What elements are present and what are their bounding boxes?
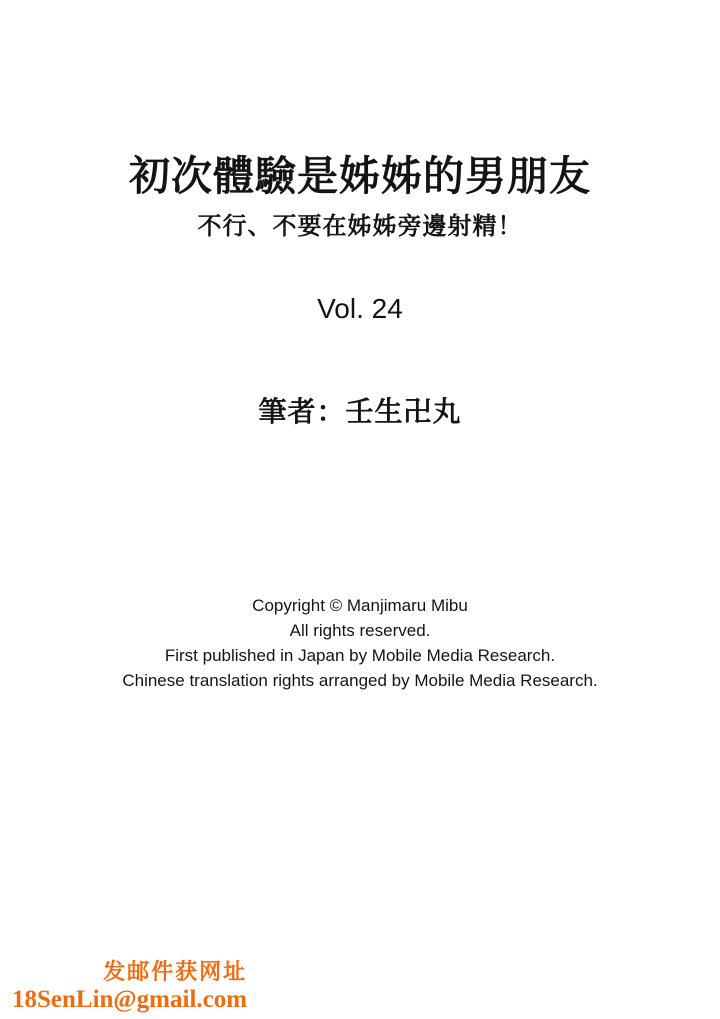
page-title: 初次體驗是姊姊的男朋友 [129,153,591,199]
copyright-block [0,593,720,693]
copyright-line: All rights reserved. [289,621,431,640]
volume-label: Vol. 24 [317,293,403,324]
author-line: 筆者：壬生卍丸 [258,396,462,427]
watermark-block [12,958,247,1014]
page-subtitle: 不行、不要在姊姊旁邊射精！ [197,213,523,240]
watermark-email: 18SenLin@gmail.com [12,986,248,1013]
watermark-cta-text: 发邮件获网址 [103,959,248,984]
copyright-line: First published in Japan by Mobile Media Research. [164,646,556,665]
copyright-line: Chinese translation rights arranged by Mobile Media Research. [122,671,598,690]
copyright-line: Copyright © Manjimaru Mibu [252,596,468,615]
